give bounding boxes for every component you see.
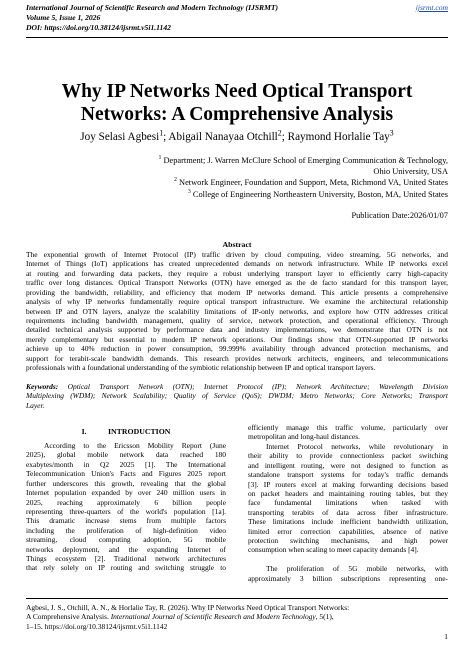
- affiliation: [48, 189, 448, 200]
- body-line: streaming, cloud computing adoption, 5G mobile: [26, 535, 226, 545]
- body-line: that rely solely on IP routing and switching struggle to: [26, 563, 226, 573]
- body-line: [3]. IP routers excel at making forwarding decisions based: [248, 479, 448, 489]
- body-line: consumption when scaling to meet capacity demands [4].: [248, 545, 419, 555]
- author-name: ; Raymond Horlalie Tay: [281, 131, 390, 143]
- body-line: efficiently manage this traffic volume, particularly over: [248, 423, 448, 432]
- citation-journal: International Journal of Scientific Research and Modern Technology: [110, 612, 316, 622]
- body-line: The proliferation of 5G mobile networks, with: [266, 564, 448, 574]
- affiliation: [48, 155, 448, 166]
- author-sup: 2: [277, 128, 282, 138]
- citation-text: A Comprehensive Analysis.: [26, 612, 111, 622]
- keywords-line: Layer.: [26, 400, 45, 410]
- footer-rule: [26, 598, 448, 599]
- author-name: Joy Selasi Agbesi: [80, 131, 160, 143]
- affiliation-sup: 2: [174, 177, 177, 184]
- journal-site-link[interactable]: ijsrmt.com: [415, 3, 448, 12]
- keywords-line: [26, 382, 448, 391]
- paper-title: [26, 80, 448, 126]
- author-name: ; Abigail Nanayaa Otchill: [163, 131, 278, 143]
- citation-line: 1–15. https://doi.org/10.38124/ijsrmt.v5i1.1142: [26, 621, 168, 631]
- body-line: limited error correction capabilities, absence of native: [248, 526, 448, 536]
- citation-line: [26, 612, 448, 621]
- body-line: networks deployment, and the expanding Internet of: [26, 544, 226, 554]
- affiliation-sup: 3: [187, 188, 191, 195]
- abstract-line: Internet of Things (IoT) applications has created unprecedented demands on network infrastructure. While IP networks excel: [26, 259, 448, 269]
- body-line: These limitations include inefficient bandwidth utilization,: [248, 517, 448, 527]
- body-line: Internet population expanded by over 240 million users in: [26, 488, 226, 498]
- body-line: metropolitan and long-haul distances.: [248, 432, 360, 442]
- body-line: [248, 555, 448, 564]
- body-line: Internet Protocol networks, while revolutionary in: [266, 441, 448, 451]
- abstract-line: between IP and OTN layers, analyze the scalability limitations of IP-only networks, and explore how OTN addresses critical: [26, 306, 448, 316]
- section-heading: I. INTRODUCTION: [81, 427, 171, 436]
- affiliations: [48, 155, 448, 200]
- keywords-line: Multiplexing (WDM); Network Scalability; Quality of Service (QoS); DWDM; Metro Networks; Core Networks; Transport: [26, 391, 448, 401]
- journal-header: [26, 3, 446, 33]
- keywords: [26, 382, 448, 410]
- keywords-text: Optical Transport Network (OTN); Internet Protocol (IP); Network Architecture; Wavelength Division: [58, 382, 448, 391]
- body-line: transporting terabits of data across fiber infrastructure.: [248, 507, 448, 517]
- body-line: 2025), global mobile network data reached 180: [26, 450, 226, 460]
- affiliation-text: College of Engineering Northeastern University, Boston, MA, United States: [190, 189, 448, 199]
- body-line: According to the Ericsson Mobility Report (June: [44, 441, 226, 450]
- abstract-line: traffic over long distances. Optical Transport Networks (OTN) have emerged as the de facto standard for this transport layer,: [26, 278, 448, 288]
- author-list: [26, 128, 448, 143]
- affiliation: [48, 177, 448, 188]
- journal-name: International Journal of Scientific Research and Modern Technology (IJSRMT): [26, 3, 279, 12]
- page-number: 1: [444, 632, 448, 641]
- affiliation: [48, 166, 448, 177]
- body-line: their ability to provide connectionless packet switching: [248, 451, 448, 461]
- right-column: [248, 423, 448, 583]
- body-line: 2025, reaching approximately 6 billion people: [26, 497, 226, 507]
- citation-footer: [26, 603, 448, 631]
- publication-date: Publication Date:2026/01/07: [351, 211, 448, 220]
- abstract-line: providing the bandwidth, reliability, and efficiency that modern IP networks demand. This article presents a comprehensive: [26, 287, 448, 297]
- body-line: Things ecosystem [2]. Traditional network architectures: [26, 554, 226, 564]
- title-line: Why IP Networks Need Optical Transport: [61, 81, 413, 102]
- journal-volume: Volume 5, Issue 1, 2026: [26, 13, 101, 22]
- abstract-line: achieve up to 40% reduction in power consumption, 99.999% availability through advanced protection mechanisms, and: [26, 344, 448, 354]
- abstract-line: support for terabit-scale bandwidth demands. This research provides network architects, engineers, and telecommunications: [26, 353, 448, 363]
- title-line: Networks: A Comprehensive Analysis: [80, 104, 394, 125]
- citation-line: Agbesi, J. S., Otchill, A. N., & Horlalie Tay, R. (2026). Why IP Networks Need Optical Transport Networks:: [26, 603, 350, 612]
- keywords-label: Keywords:: [26, 382, 59, 391]
- affiliation-text: Department; J. Warren McClure School of Emerging Communication & Technology,: [161, 156, 448, 165]
- abstract-line: at routing and forwarding data packets, they require a robust underlying transport layer to efficiently carry high-capacity: [26, 268, 448, 278]
- author-sup: 3: [389, 128, 394, 138]
- citation-text: , 5(1),: [315, 612, 334, 622]
- abstract-line: detailed technical analysis supported by performance data and industry implementations, we demonstrate that OTN is not: [26, 325, 448, 335]
- body-line: exabytes/month in Q2 2025 [1]. The International: [26, 459, 226, 469]
- left-column: [26, 441, 226, 573]
- abstract-heading: Abstract: [222, 240, 252, 249]
- abstract-line: merely complementary but essential to modern IP network operations. Our findings show that OTN-supported IP networks: [26, 334, 448, 344]
- affiliation-sup: 1: [158, 155, 162, 162]
- abstract-line: analysis of why IP networks fundamentally require optical transport infrastructure. We examine the architectural relationship: [26, 297, 448, 307]
- body-line: standalone transport systems for today's traffic demands: [248, 470, 448, 480]
- affiliation-text: Network Engineer, Foundation and Support, Meta, Richmond VA, United States: [176, 178, 448, 188]
- body-line: including the proliferation of high-definition video: [26, 525, 226, 535]
- abstract-body: [26, 250, 448, 372]
- body-line: representing three-quarters of the world's population [1a].: [26, 506, 226, 516]
- abstract-line: professionals with a foundational understanding of the symbiotic relationship between IP and optical transport layers.: [26, 363, 376, 373]
- body-line: on packet headers and maintaining routing tables, but they: [248, 488, 448, 498]
- body-line: face fundamental limitations when tasked with: [248, 498, 448, 508]
- body-line: and intelligent routing, were not designed to function as: [248, 460, 448, 470]
- abstract-line: requirements including bandwidth management, quality of service, network protection, and operational efficiency. Through: [26, 315, 448, 325]
- body-line: further underscores this growth, revealing that the global: [26, 478, 226, 488]
- abstract-line: The exponential growth of Internet Protocol (IP) traffic driven by cloud computing, video streaming, 5G networks, and: [26, 250, 448, 259]
- body-line: protection switching mechanisms, and high power: [248, 536, 448, 546]
- body-line: Telecommunication Union's Facts and Figures 2025 report: [26, 469, 226, 479]
- author-sup: 1: [159, 128, 164, 138]
- body-line: This dramatic increase stems from multiple factors: [26, 516, 226, 526]
- journal-doi: DOI: https://doi.org/10.38124/ijsrmt.v5i1.1142: [26, 23, 171, 32]
- header-rule: [26, 37, 448, 38]
- affiliation-text: Ohio University, USA: [373, 167, 448, 177]
- body-line: approximately 3 billion subscriptions representing one-: [248, 573, 448, 583]
